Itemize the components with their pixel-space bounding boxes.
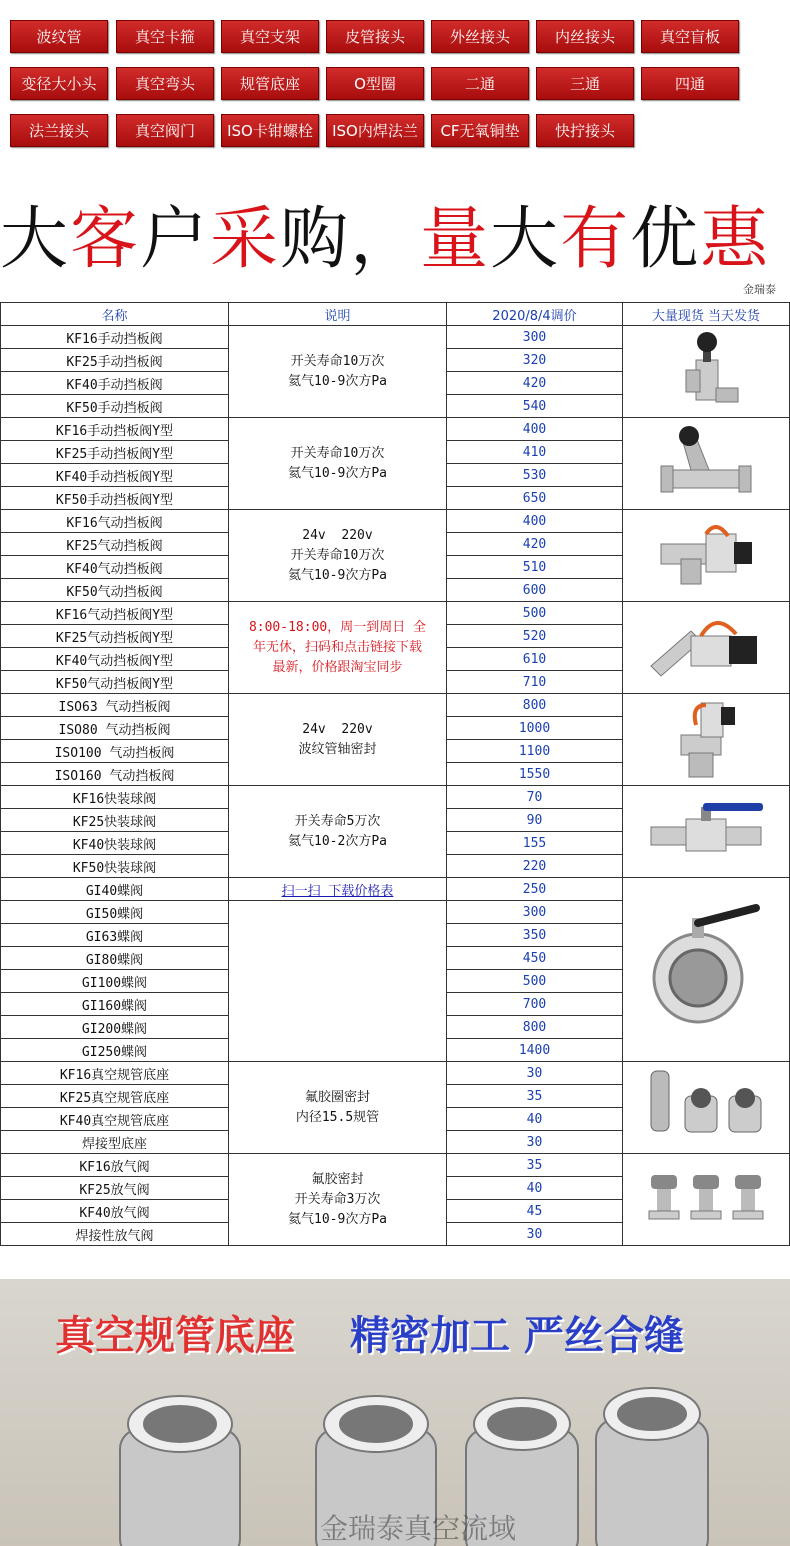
gauge-base-icon	[641, 1066, 771, 1146]
pneumatic-valve-icon	[646, 514, 766, 594]
ball-valve-icon	[641, 795, 771, 865]
desc-line: 波纹管轴密封	[298, 741, 377, 757]
product-price: 1000	[447, 717, 623, 740]
desc-line: 年无休，扫码和点击链接下载	[252, 639, 422, 655]
product-name: ISO160 气动挡板阀	[1, 763, 229, 786]
product-name: KF16手动挡板阀	[1, 326, 229, 349]
slogan-char: 有	[560, 200, 631, 279]
desc-line: 内径15.5规管	[295, 1109, 380, 1125]
nav-male-thread[interactable]: 外丝接头	[431, 20, 529, 53]
product-price: 30	[447, 1131, 623, 1154]
product-price: 530	[447, 464, 623, 487]
product-name: KF25气动挡板阀Y型	[1, 625, 229, 648]
iso-pneumatic-valve-icon	[651, 695, 761, 781]
vent-valve-icon	[641, 1163, 771, 1233]
product-price: 35	[447, 1154, 623, 1177]
product-desc	[229, 901, 447, 1062]
product-name: GI160蝶阀	[1, 993, 229, 1016]
desc-line: 开关寿命3万次	[294, 1191, 381, 1207]
product-name: GI50蝶阀	[1, 901, 229, 924]
product-name: KF50快装球阀	[1, 855, 229, 878]
product-name: KF16放气阀	[1, 1154, 229, 1177]
product-name: KF40真空规管底座	[1, 1108, 229, 1131]
y-valve-icon	[651, 422, 761, 502]
product-name: KF16快装球阀	[1, 786, 229, 809]
slogan-char: 大	[490, 200, 561, 279]
product-name: KF25气动挡板阀	[1, 533, 229, 556]
desc-line: 最新，价格跟淘宝同步	[272, 659, 403, 675]
product-desc	[229, 1154, 447, 1246]
header-price: 2020/8/4调价	[447, 303, 623, 326]
slogan-char: 采	[210, 200, 281, 279]
header-name: 名称	[1, 303, 229, 326]
desc-line: 氟胶圈密封	[304, 1089, 370, 1105]
product-name: 焊接性放气阀	[1, 1223, 229, 1246]
product-desc	[229, 510, 447, 602]
nav-two-way[interactable]: 二通	[431, 67, 529, 100]
product-name: 焊接型底座	[1, 1131, 229, 1154]
brand-name: 金瑞泰	[743, 283, 776, 296]
nav-flange-fitting[interactable]: 法兰接头	[10, 114, 108, 147]
product-price: 1100	[447, 740, 623, 763]
product-price: 250	[447, 878, 623, 901]
banner-subtitle: 精密加工 严丝合缝	[350, 1313, 684, 1359]
product-price: 320	[447, 349, 623, 372]
nav-hose-fitting[interactable]: 皮管接头	[326, 20, 424, 53]
product-name: KF50气动挡板阀Y型	[1, 671, 229, 694]
desc-line: 开关寿命10万次	[290, 445, 385, 461]
product-image	[623, 694, 790, 786]
product-price: 610	[447, 648, 623, 671]
desc-line: 氦气10-9次方Pa	[288, 567, 387, 583]
product-price: 710	[447, 671, 623, 694]
product-image	[623, 602, 790, 694]
product-price: 30	[447, 1062, 623, 1085]
product-price: 600	[447, 579, 623, 602]
nav-cf-copper-gasket[interactable]: CF无氧铜垫	[431, 114, 529, 147]
product-price: 510	[447, 556, 623, 579]
product-image	[623, 1062, 790, 1154]
product-name: KF40气动挡板阀Y型	[1, 648, 229, 671]
header-stock: 大量现货 当天发货	[623, 303, 790, 326]
product-name: KF25快装球阀	[1, 809, 229, 832]
nav-bellows[interactable]: 波纹管	[10, 20, 108, 53]
product-image	[623, 326, 790, 418]
product-price: 1400	[447, 1039, 623, 1062]
nav-vacuum-clamp[interactable]: 真空卡箍	[116, 20, 214, 53]
product-banner	[0, 1279, 790, 1546]
slogan-char: 大	[0, 200, 71, 279]
product-desc	[229, 786, 447, 878]
product-price: 500	[447, 970, 623, 993]
download-price-list-link[interactable]: 扫一扫 下载价格表	[281, 883, 394, 899]
product-price: 90	[447, 809, 623, 832]
product-name: KF25手动挡板阀Y型	[1, 441, 229, 464]
product-name: GI80蝶阀	[1, 947, 229, 970]
product-name: KF16气动挡板阀	[1, 510, 229, 533]
product-price: 650	[447, 487, 623, 510]
product-name: ISO80 气动挡板阀	[1, 717, 229, 740]
slogan-char: 户	[140, 200, 211, 279]
product-price: 300	[447, 326, 623, 349]
product-name: GI40蝶阀	[1, 878, 229, 901]
product-price: 420	[447, 372, 623, 395]
product-name: KF16手动挡板阀Y型	[1, 418, 229, 441]
nav-reducer[interactable]: 变径大小头	[10, 67, 108, 100]
product-price: 45	[447, 1200, 623, 1223]
slogan-banner	[0, 195, 790, 285]
product-image	[623, 510, 790, 602]
product-price: 800	[447, 694, 623, 717]
product-price: 350	[447, 924, 623, 947]
butterfly-valve-icon	[636, 898, 776, 1038]
product-price: 410	[447, 441, 623, 464]
product-name: GI250蝶阀	[1, 1039, 229, 1062]
nav-o-ring[interactable]: O型圈	[326, 67, 424, 100]
slogan-char: 惠	[700, 200, 771, 279]
desc-line: 开关寿命5万次	[294, 813, 381, 829]
product-name: KF16气动挡板阀Y型	[1, 602, 229, 625]
service-notice	[229, 602, 447, 694]
desc-line: 氦气10-9次方Pa	[288, 373, 387, 389]
product-desc	[229, 418, 447, 510]
price-table	[0, 302, 790, 1246]
nav-gauge-base[interactable]: 规管底座	[221, 67, 319, 100]
product-price: 520	[447, 625, 623, 648]
product-price: 30	[447, 1223, 623, 1246]
product-name: ISO63 气动挡板阀	[1, 694, 229, 717]
desc-line: 24v 220v	[302, 527, 373, 543]
product-image	[623, 418, 790, 510]
pneumatic-y-valve-icon	[641, 606, 771, 686]
product-price: 70	[447, 786, 623, 809]
banner-title: 真空规管底座	[55, 1313, 295, 1359]
product-name: KF25放气阀	[1, 1177, 229, 1200]
product-price: 220	[447, 855, 623, 878]
watermark: 金瑞泰真空流域	[320, 1512, 517, 1545]
nav-elbow[interactable]: 真空弯头	[116, 67, 214, 100]
product-price: 800	[447, 1016, 623, 1039]
product-name: GI63蝶阀	[1, 924, 229, 947]
product-name: KF50手动挡板阀Y型	[1, 487, 229, 510]
manual-valve-icon	[656, 330, 756, 410]
product-desc	[229, 1062, 447, 1154]
nav-blank-flange[interactable]: 真空盲板	[641, 20, 739, 53]
slogan-char: 购，	[280, 200, 421, 279]
nav-vacuum-valve[interactable]: 真空阀门	[116, 114, 214, 147]
product-name: KF25手动挡板阀	[1, 349, 229, 372]
product-price: 420	[447, 533, 623, 556]
nav-three-way[interactable]: 三通	[536, 67, 634, 100]
gauge-base-photo	[0, 1279, 790, 1546]
product-desc	[229, 326, 447, 418]
download-link-cell	[229, 878, 447, 901]
product-price: 540	[447, 395, 623, 418]
product-image	[623, 1154, 790, 1246]
product-price: 700	[447, 993, 623, 1016]
product-price: 35	[447, 1085, 623, 1108]
product-price: 400	[447, 510, 623, 533]
desc-line: 24v 220v	[302, 721, 373, 737]
product-desc	[229, 694, 447, 786]
header-desc: 说明	[229, 303, 447, 326]
nav-female-thread[interactable]: 内丝接头	[536, 20, 634, 53]
product-name: KF25真空规管底座	[1, 1085, 229, 1108]
product-price: 400	[447, 418, 623, 441]
product-image	[623, 786, 790, 878]
nav-iso-clamp-bolt[interactable]: ISO卡钳螺栓	[221, 114, 319, 147]
product-price: 500	[447, 602, 623, 625]
product-name: KF16真空规管底座	[1, 1062, 229, 1085]
nav-iso-weld-flange[interactable]: ISO内焊法兰	[326, 114, 424, 147]
product-price: 40	[447, 1177, 623, 1200]
product-price: 300	[447, 901, 623, 924]
desc-line: 开关寿命10万次	[290, 547, 385, 563]
product-name: KF50气动挡板阀	[1, 579, 229, 602]
desc-line: 氦气10-9次方Pa	[288, 1211, 387, 1227]
product-price: 1550	[447, 763, 623, 786]
nav-quick-connector[interactable]: 快拧接头	[536, 114, 634, 147]
product-name: KF40放气阀	[1, 1200, 229, 1223]
product-name: ISO100 气动挡板阀	[1, 740, 229, 763]
product-name: KF40手动挡板阀Y型	[1, 464, 229, 487]
desc-line: 8:00-18:00，周一到周日 全	[248, 619, 427, 635]
slogan-char: 量	[420, 200, 491, 279]
slogan-char: 客	[70, 200, 141, 279]
product-name: KF40气动挡板阀	[1, 556, 229, 579]
product-name: KF40快装球阀	[1, 832, 229, 855]
product-name: GI200蝶阀	[1, 1016, 229, 1039]
desc-line: 开关寿命10万次	[290, 353, 385, 369]
desc-line: 氟胶密封	[311, 1171, 364, 1187]
product-name: KF40手动挡板阀	[1, 372, 229, 395]
product-name: GI100蝶阀	[1, 970, 229, 993]
product-price: 40	[447, 1108, 623, 1131]
product-price: 155	[447, 832, 623, 855]
nav-four-way[interactable]: 四通	[641, 67, 739, 100]
product-image	[623, 878, 790, 1062]
product-name: KF50手动挡板阀	[1, 395, 229, 418]
desc-line: 氦气10-2次方Pa	[288, 833, 387, 849]
slogan-char: 优	[630, 200, 701, 279]
product-price: 450	[447, 947, 623, 970]
desc-line: 氦气10-9次方Pa	[288, 465, 387, 481]
nav-vacuum-bracket[interactable]: 真空支架	[221, 20, 319, 53]
